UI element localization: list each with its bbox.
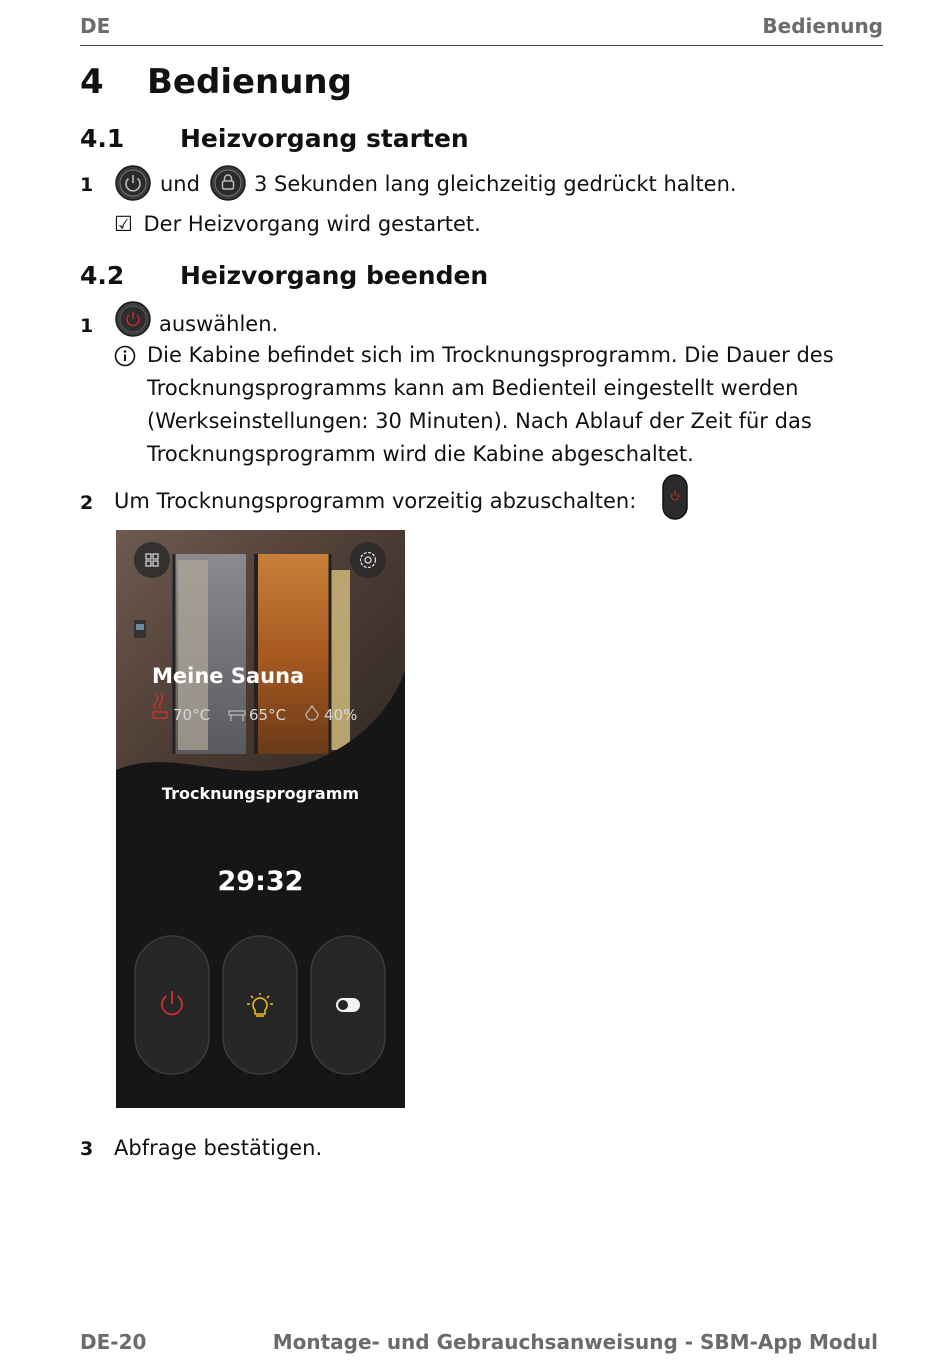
info-line: Trocknungsprogramm wird die Kabine abgeschaltet.: [147, 442, 694, 466]
step-text: 3 Sekunden lang gleichzeitig gedrückt halten.: [254, 172, 737, 196]
program-label: Trocknungsprogramm: [161, 784, 360, 803]
chapter-number: 4: [80, 62, 104, 102]
page-number: DE-20: [80, 1330, 147, 1354]
header-section-title: Bedienung: [762, 14, 883, 38]
section-title: Heizvorgang beenden: [180, 261, 489, 290]
info-line: Die Kabine befindet sich im Trocknungsprogramm. Die Dauer des: [147, 343, 834, 367]
power-button-icon: [115, 165, 151, 206]
page-header: [80, 12, 883, 46]
red-power-button-icon: [115, 301, 151, 342]
step-number: 3: [80, 1138, 94, 1160]
bench-temperature: 65°C: [249, 706, 287, 724]
sauna-photo-background: [116, 530, 405, 1108]
section-number: 4.1: [80, 124, 125, 153]
und-text: und: [160, 172, 200, 196]
step-number: 2: [80, 492, 94, 514]
language-code: DE: [80, 14, 111, 38]
air-temperature: 70°C: [173, 706, 211, 724]
lock-button-icon: [210, 165, 246, 206]
info-line: (Werkseinstellungen: 30 Minuten). Nach Ablauf der Zeit für das: [147, 409, 812, 433]
step-number: 1: [80, 174, 94, 196]
step-text: auswählen.: [159, 312, 279, 336]
step-text: Um Trocknungsprogramm vorzeitig abzuschalten:: [114, 489, 637, 513]
countdown-timer: 29:32: [217, 866, 304, 897]
checkbox-icon: ☑: [114, 212, 133, 236]
result-line: [114, 212, 481, 236]
step-number: 1: [80, 315, 94, 337]
section-heading-4-1: [80, 124, 469, 153]
step-text: Abfrage bestätigen.: [114, 1136, 323, 1160]
app-screenshot: [116, 530, 405, 1108]
section-number: 4.2: [80, 261, 125, 290]
sauna-name: Meine Sauna: [152, 664, 305, 688]
section-title: Heizvorgang starten: [180, 124, 469, 153]
chapter-title: Bedienung: [147, 62, 352, 102]
result-text: Der Heizvorgang wird gestartet.: [143, 212, 481, 236]
document-title: Montage- und Gebrauchsanweisung - SBM-App Modul: [272, 1330, 878, 1354]
info-line: Trocknungsprogramms kann am Bedienteil eingestellt werden: [147, 376, 799, 400]
section-heading-4-2: [80, 261, 489, 290]
info-icon: [114, 343, 136, 367]
toggle-icon: [336, 998, 360, 1012]
humidity: 40%: [324, 706, 358, 724]
pill-power-button-icon: [662, 474, 688, 525]
